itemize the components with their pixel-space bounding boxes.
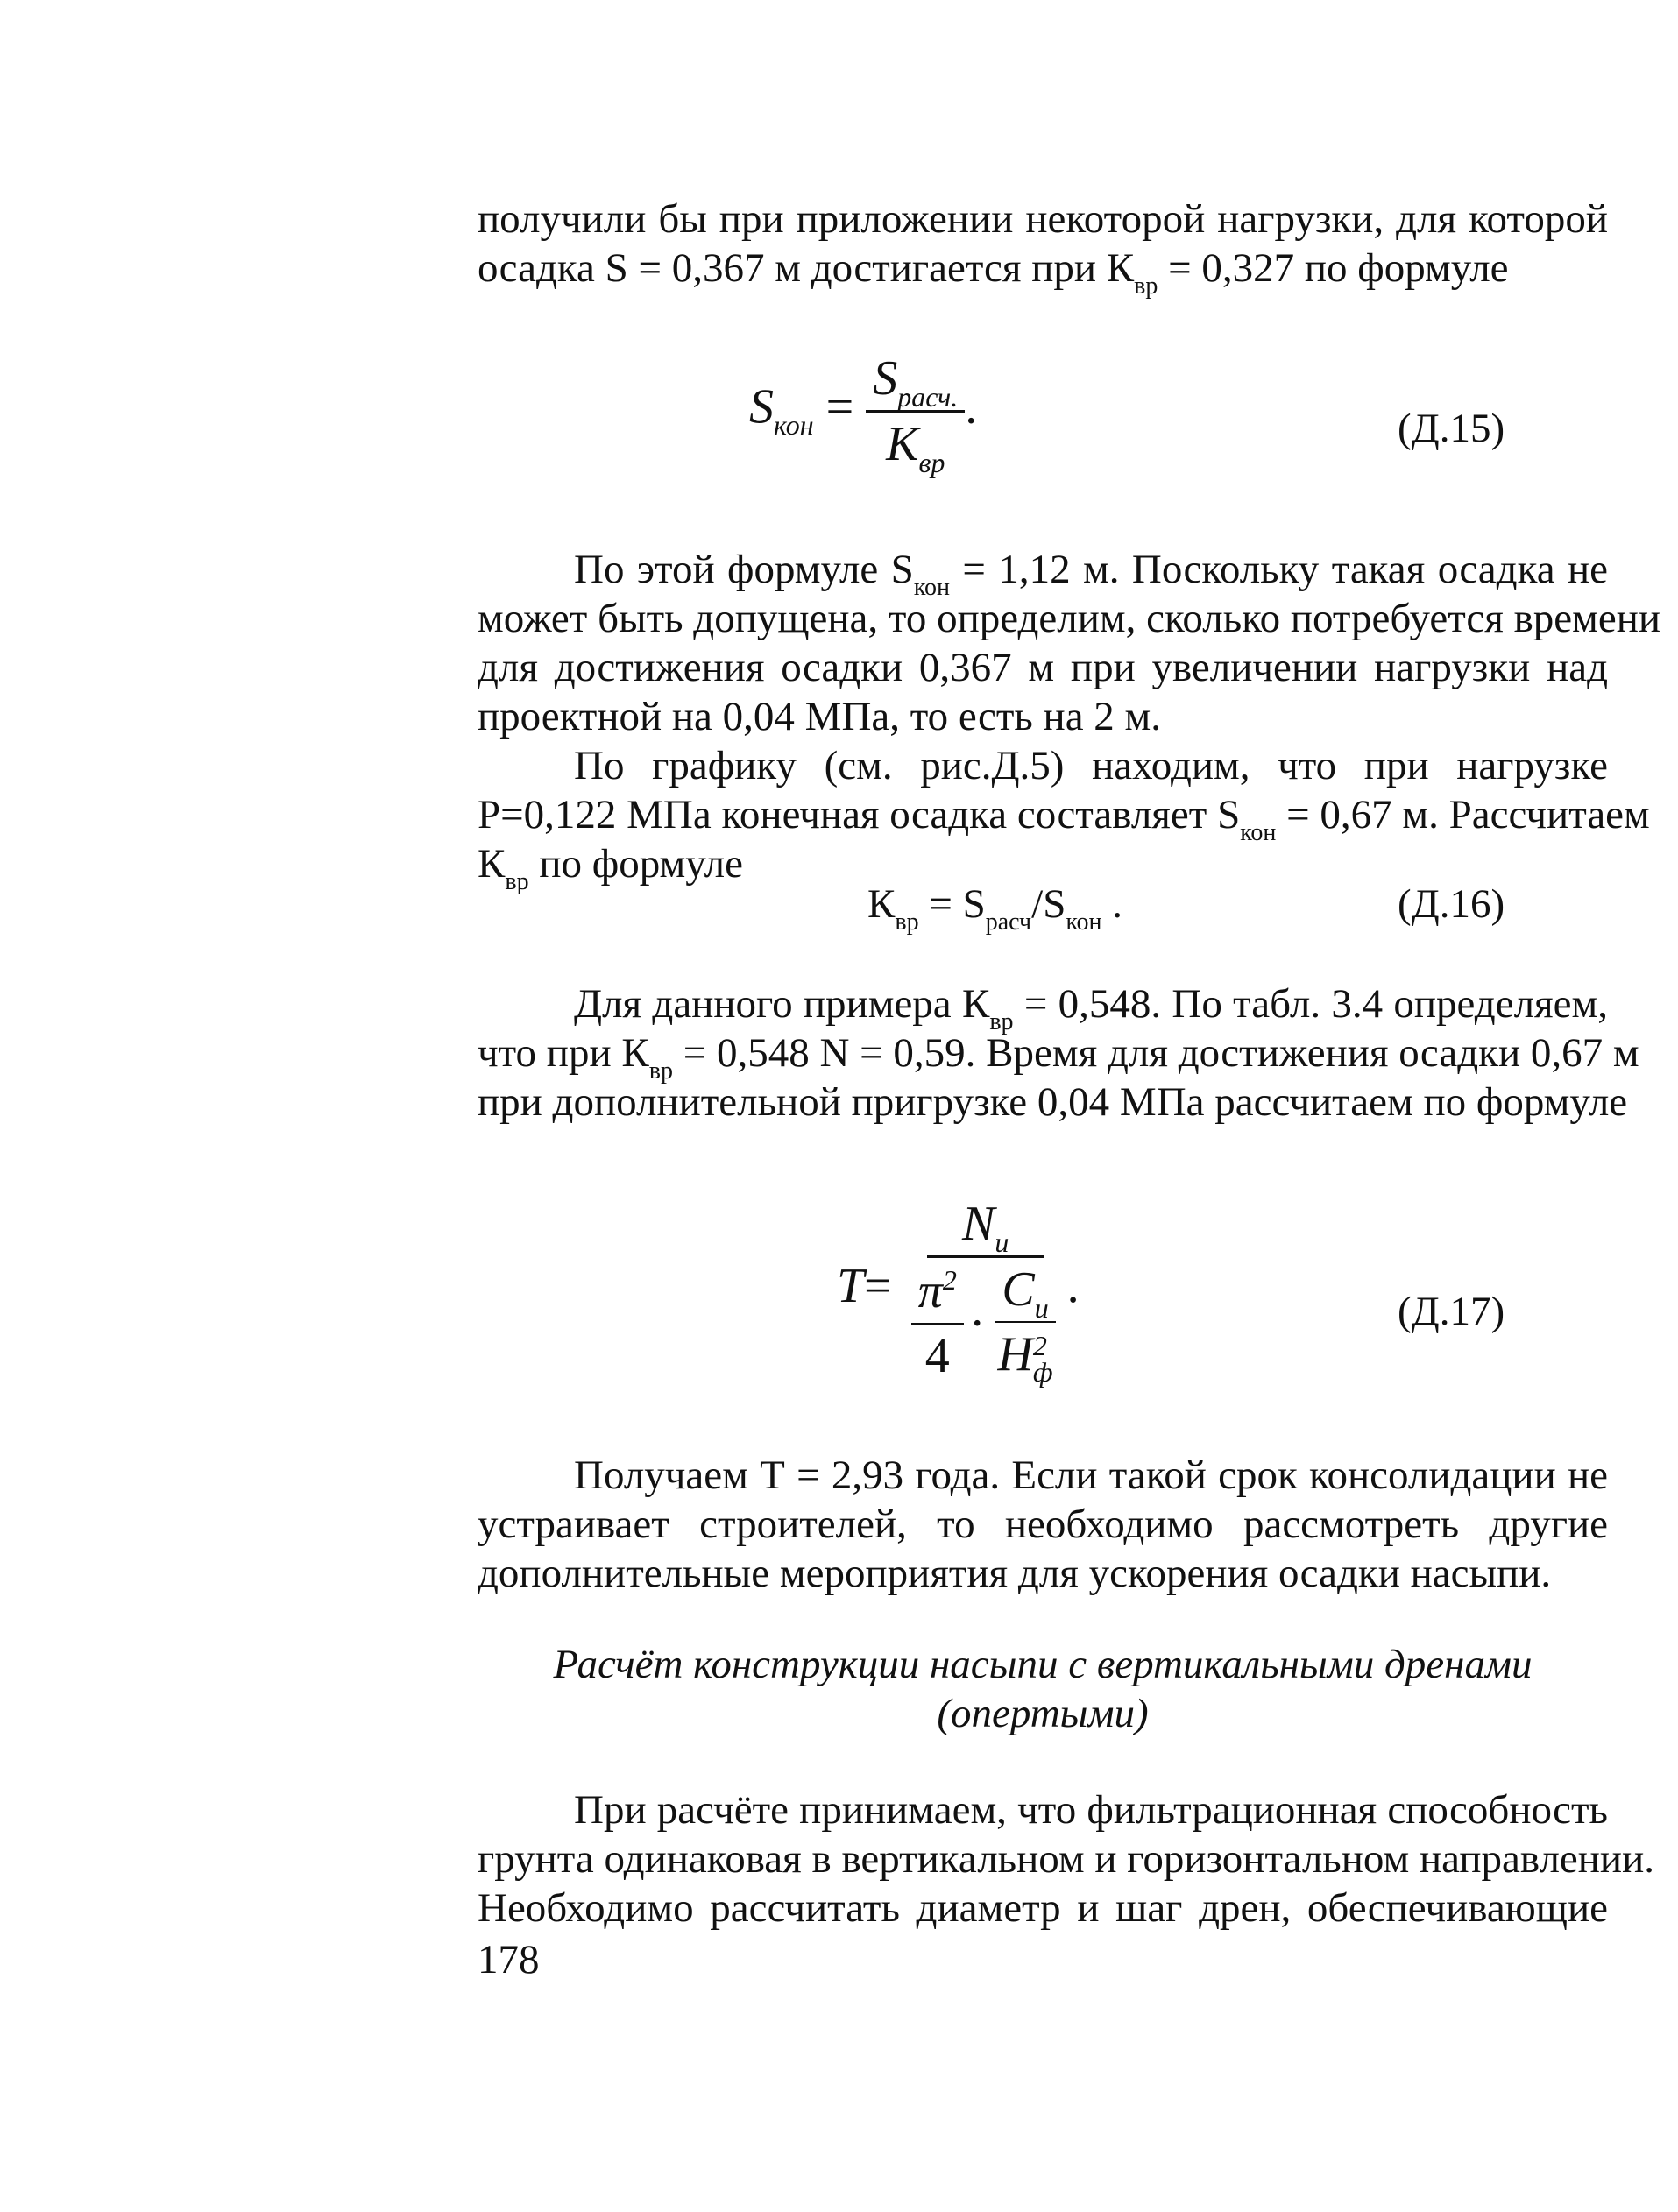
equation-d16: $К_{вр} = S_{расч}/S_{кон}$ .: [867, 881, 1123, 936]
para3-line3: $К_{вр}$ по формуле: [478, 841, 743, 895]
para5-line1: Получаем Т = 2,93 года. Если такой срок консолидации не: [574, 1452, 1608, 1498]
section-heading-line2: (опертыми): [937, 1691, 1149, 1736]
equation-d17: T= $N_и$ $\frac{\pi^2}{4}$ · $C_и$ H 2 ф .: [837, 1197, 1080, 1389]
equation-d16-label: (Д.16): [1398, 881, 1505, 927]
para2-line3: для достижения осадки 0,367 м при увеличении нагрузки над: [478, 645, 1608, 690]
para5-line2: устраивает строителей, то необходимо рассмотреть другие: [478, 1502, 1608, 1547]
equation-d15: $S_{кон}$ = $\frac{S_{расч.}}{K_{вр}}$ .: [749, 351, 978, 478]
para2-line2: может быть допущена, то определим, сколько потребуется времени: [478, 596, 1661, 641]
page-number: 178: [478, 1937, 540, 1982]
para6-line1: При расчёте принимаем, что фильтрационная способность: [574, 1787, 1608, 1833]
para2-line4: проектной на 0,04 МПа, то есть на 2 м.: [478, 694, 1162, 739]
para3-line2: Р=0,122 МПа конечная осадка составляет $S_{кон} = 0,67$ м. Рассчитаем: [478, 792, 1650, 846]
para2-line1: По этой формуле $S_{кон} = 1,12$ м. Поскольку такая осадка не: [574, 547, 1609, 601]
equation-d17-c-fraction: $C_и$ H 2 ф: [990, 1261, 1059, 1385]
para3-line1: По графику (см. рис.Д.5) находим, что при нагрузке: [574, 743, 1608, 788]
para5-line3: дополнительные мероприятия для ускорения осадки насыпи.: [478, 1551, 1552, 1596]
para6-line3: Необходимо рассчитать диаметр и шаг дрен, обеспечивающие: [478, 1885, 1608, 1931]
equation-d15-label: (Д.15): [1398, 406, 1505, 451]
section-heading-line1: Расчёт конструкции насыпи с вертикальными дренами: [553, 1642, 1533, 1687]
para1-line1: получили бы при приложении некоторой нагрузки, для которой: [478, 196, 1608, 242]
para1-line2: осадка S = 0,367 м достигается при $К_{вр} = 0,327$ по формуле: [478, 245, 1509, 300]
equation-d15-fraction: $\frac{S_{расч.}}{K_{вр}}$: [866, 350, 965, 472]
para4-line2: что при $К_{вр} = 0,548$ N = 0,59. Время для достижения осадки 0,67 м: [478, 1030, 1639, 1085]
equation-d17-fraction: $N_и$ $\frac{\pi^2}{4}$ · $C_и$ H 2 ф: [904, 1196, 1067, 1385]
para4-line3: при дополнительной пригрузке 0,04 МПа рассчитаем по формуле: [478, 1079, 1628, 1125]
para4-line1: Для данного примера $К_{вр} = 0,548$. По табл. 3.4 определяем,: [574, 981, 1608, 1035]
para6-line2: грунта одинаковая в вертикальном и горизонтальном направлении.: [478, 1836, 1654, 1882]
equation-d17-pi-fraction: $\frac{\pi^2}{4}$: [911, 1263, 964, 1384]
equation-d17-label: (Д.17): [1398, 1289, 1505, 1334]
